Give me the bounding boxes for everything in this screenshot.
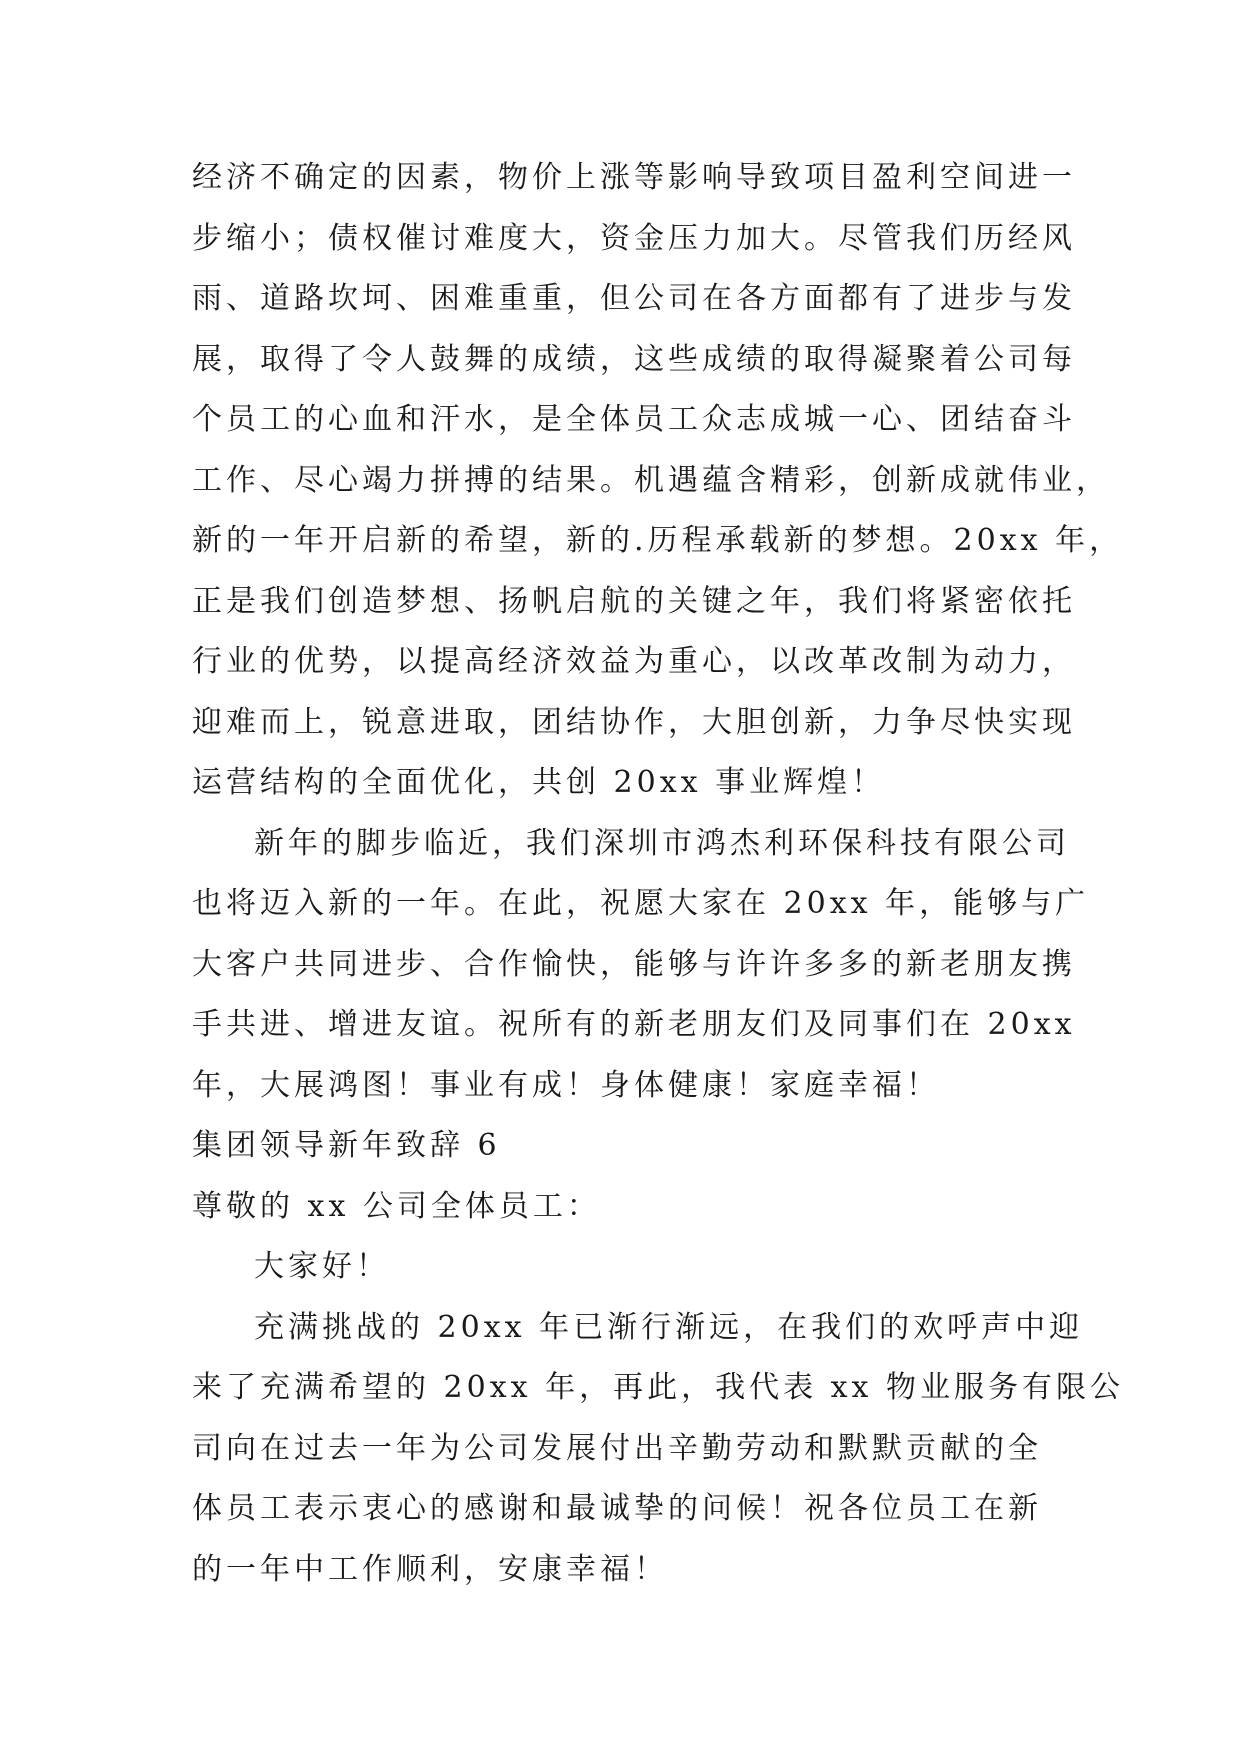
text-line: 也将迈入新的一年。在此，祝愿大家在 20xx 年，能够与广 [192,886,1090,921]
text-line: 体员工表示衷心的感谢和最诚挚的问候！祝各位员工在新 [192,1491,1042,1526]
text-line: 行业的优势，以提高经济效益为重心，以改革改制为动力， [192,644,1076,679]
text-line: 新的一年开启新的希望，新的.历程承载新的梦想。20xx 年， [192,523,1124,558]
text-line: 经济不确定的因素，物价上涨等影响导致项目盈利空间进一 [192,160,1076,195]
text-line: 年，大展鸿图！事业有成！身体健康！家庭幸福！ [192,1067,940,1103]
text-line: 充满挑战的 20xx 年已渐行渐远，在我们的欢呼声中迎 [254,1309,1084,1345]
text-line: 正是我们创造梦想、扬帆启航的关键之年，我们将紧密依托 [192,583,1076,619]
text-line: 工作、尽心竭力拼搏的结果。机遇蕴含精彩，创新成就伟业， [192,462,1110,498]
text-line: 新年的脚步临近，我们深圳市鸿杰利环保科技有限公司 [254,825,1070,861]
text-line: 来了充满希望的 20xx 年，再此，我代表 xx 物业服务有限公 [192,1370,1124,1405]
text-line: 集团领导新年致辞 6 [192,1128,501,1163]
text-line: 司向在过去一年为公司发展付出辛勤劳动和默默贡献的全 [192,1430,1042,1466]
text-line: 雨、道路坎坷、困难重重，但公司在各方面都有了进步与发 [192,281,1076,316]
text-line: 运营结构的全面优化，共创 20xx 事业辉煌！ [192,765,886,800]
text-line: 大家好！ [254,1249,390,1284]
text-line: 展，取得了令人鼓舞的成绩，这些成绩的取得凝聚着公司每 [192,341,1076,377]
text-line: 手共进、增进友谊。祝所有的新老朋友们及同事们在 20xx [192,1007,1076,1042]
document-body [192,148,1124,1600]
text-line: 个员工的心血和汗水，是全体员工众志成城一心、团结奋斗 [192,402,1076,437]
text-line: 迎难而上，锐意进取，团结协作，大胆创新，力争尽快实现 [192,704,1076,740]
text-line: 尊敬的 xx 公司全体员工： [192,1188,601,1224]
text-line: 步缩小；债权催讨难度大，资金压力加大。尽管我们历经风 [192,220,1076,256]
text-line: 的一年中工作顺利，安康幸福！ [192,1551,668,1587]
text-line: 大客户共同进步、合作愉快，能够与许许多多的新老朋友携 [192,946,1076,982]
